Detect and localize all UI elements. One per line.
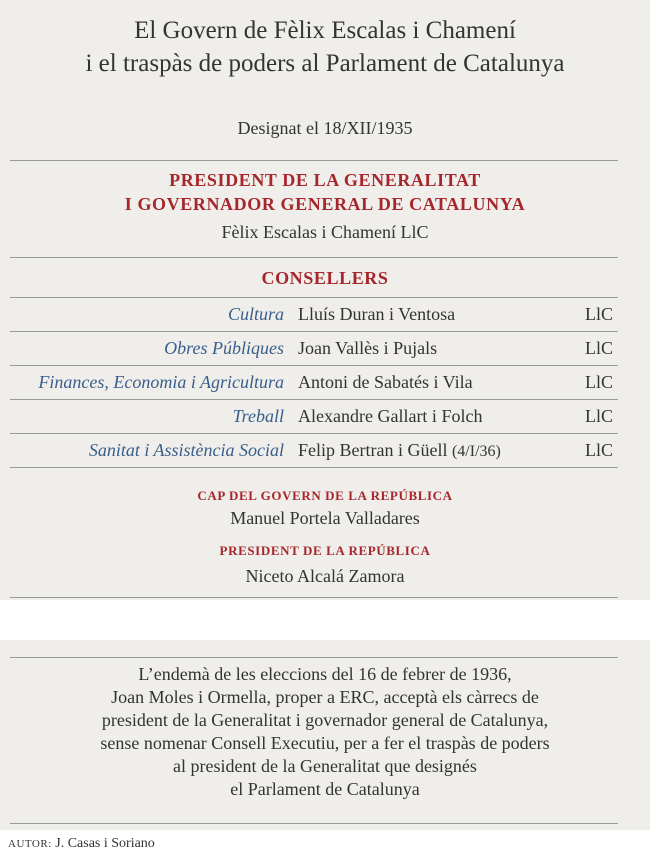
conseller-row <box>0 299 650 331</box>
divider <box>10 365 618 366</box>
president-name: Fèlix Escalas i Chamení LlC <box>221 222 429 242</box>
conseller-row <box>0 435 650 467</box>
conseller-row <box>0 333 650 365</box>
divider <box>10 597 618 598</box>
author-name: J. Casas i Soriano <box>55 836 155 851</box>
divider <box>10 297 618 298</box>
page-title <box>0 14 650 80</box>
divider <box>10 160 618 161</box>
divider <box>10 467 618 468</box>
note-line: L’endemà de les eleccions del 16 de febrer de 1936, <box>138 664 512 684</box>
cap-govern-name: Manuel Portela Valladares <box>230 508 420 528</box>
president-republica-heading: PRESIDENT DE LA REPÚBLICA <box>219 543 431 558</box>
conseller-department: Treball <box>232 406 284 426</box>
conseller-name: Antoni de Sabatés i Vila <box>298 372 473 392</box>
designation-date: Designat el 18/XII/1935 <box>237 118 413 138</box>
divider <box>10 433 618 434</box>
title-line-2: i el traspàs de poders al Parlament de Catalunya <box>85 50 565 77</box>
conseller-department: Finances, Economia i Agricultura <box>38 372 284 392</box>
conseller-name: Felip Bertran i Güell (4/I/36) <box>298 440 501 460</box>
author-credit <box>8 836 155 852</box>
note-text <box>0 663 650 801</box>
conseller-party: LlC <box>585 440 614 460</box>
author-label: AUTOR: <box>8 838 52 850</box>
conseller-party: LlC <box>585 304 614 324</box>
conseller-row <box>0 401 650 433</box>
note-line: al president de la Generalitat que designés <box>173 756 477 776</box>
president-republica-name: Niceto Alcalá Zamora <box>245 566 405 586</box>
president-heading-line-1: PRESIDENT DE LA GENERALITAT <box>169 170 481 190</box>
divider <box>10 399 618 400</box>
conseller-name: Alexandre Gallart i Folch <box>298 406 483 426</box>
conseller-name: Joan Vallès i Pujals <box>298 338 438 358</box>
conseller-department: Obres Públiques <box>164 338 284 358</box>
divider <box>10 823 618 824</box>
divider <box>10 257 618 258</box>
note-line: el Parlament de Catalunya <box>230 779 420 799</box>
conseller-department: Cultura <box>227 304 284 324</box>
divider <box>10 657 618 658</box>
president-heading-line-2: I GOVERNADOR GENERAL DE CATALUNYA <box>124 194 526 214</box>
note-line: Joan Moles i Ormella, proper a ERC, acceptà els càrrecs de <box>111 687 539 707</box>
conseller-party: LlC <box>585 372 614 392</box>
cap-govern-heading: CAP DEL GOVERN DE LA REPÚBLICA <box>197 488 453 503</box>
president-heading <box>0 168 650 216</box>
conseller-row <box>0 367 650 399</box>
title-line-1: El Govern de Fèlix Escalas i Chamení <box>134 17 516 44</box>
conseller-department: Sanitat i Assistència Social <box>88 440 284 460</box>
conseller-date: (4/I/36) <box>451 443 501 460</box>
note-line: sense nomenar Consell Executiu, per a fer el traspàs de poders <box>100 733 550 753</box>
divider <box>10 331 618 332</box>
conseller-name: Lluís Duran i Ventosa <box>298 304 456 324</box>
conseller-party: LlC <box>585 406 614 426</box>
consellers-heading: CONSELLERS <box>261 268 389 288</box>
note-line: president de la Generalitat i governador general de Catalunya, <box>101 710 549 730</box>
conseller-party: LlC <box>585 338 614 358</box>
